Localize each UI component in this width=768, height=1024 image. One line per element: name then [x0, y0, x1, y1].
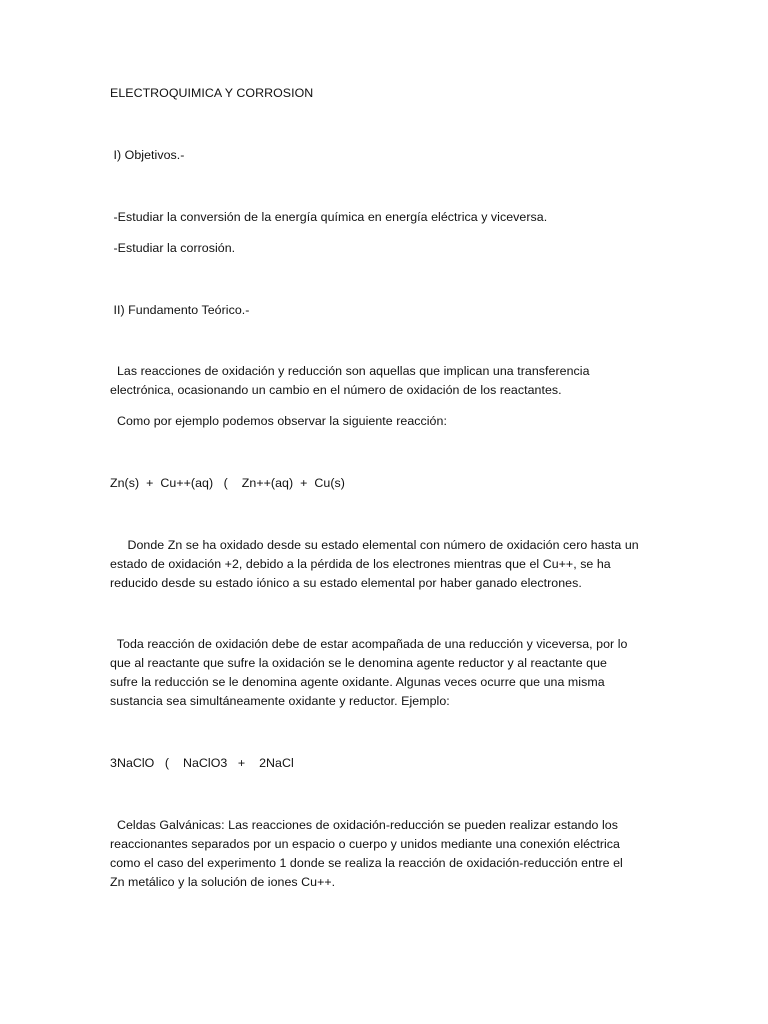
paragraph-4-line-3: sufre la reducción se le denomina agente oxidante. Algunas veces ocurre que una misma [110, 675, 605, 689]
section-heading-fundamento: II) Fundamento Teórico.- [110, 303, 250, 317]
paragraph-4-line-4: sustancia sea simultáneamente oxidante y reductor. Ejemplo: [110, 694, 450, 708]
paragraph-5-line-3: como el caso del experimento 1 donde se realiza la reacción de oxidación-reducción entre el [110, 856, 623, 870]
document-title: ELECTROQUIMICA Y CORROSION [110, 86, 314, 100]
paragraph-5-line-1: Celdas Galvánicas: Las reacciones de oxidación-reducción se pueden realizar estando los [110, 818, 618, 832]
section-heading-objetivos: I) Objetivos.- [110, 148, 185, 162]
paragraph-5-line-4: Zn metálico y la solución de iones Cu++. [110, 875, 336, 889]
paragraph-4-line-2: que al reactante que sufre la oxidación se le denomina agente reductor y al reactante que [110, 656, 607, 670]
paragraph-3-line-2: estado de oxidación +2, debido a la pérdida de los electrones mientras que el Cu++, se ha [110, 557, 611, 571]
paragraph-5-line-2: reaccionantes separados por un espacio o cuerpo y unidos mediante una conexión eléctrica [110, 837, 620, 851]
paragraph-1-line-2: electrónica, ocasionando un cambio en el número de oxidación de los reactantes. [110, 383, 562, 397]
objective-item-1: -Estudiar la conversión de la energía química en energía eléctrica y viceversa. [110, 210, 548, 224]
equation-2: 3NaClO ( NaClO3 + 2NaCl [110, 756, 294, 770]
paragraph-3-line-1: Donde Zn se ha oxidado desde su estado elemental con número de oxidación cero hasta un [110, 538, 639, 552]
objective-item-2: -Estudiar la corrosión. [110, 241, 236, 255]
paragraph-3-line-3: reducido desde su estado iónico a su estado elemental por haber ganado electrones. [110, 576, 582, 590]
paragraph-4-line-1: Toda reacción de oxidación debe de estar acompañada de una reducción y viceversa, por lo [110, 637, 628, 651]
paragraph-2: Como por ejemplo podemos observar la siguiente reacción: [110, 414, 447, 428]
paragraph-1-line-1: Las reacciones de oxidación y reducción son aquellas que implican una transferencia [110, 364, 590, 378]
equation-1: Zn(s) + Cu++(aq) ( Zn++(aq) + Cu(s) [110, 476, 345, 490]
